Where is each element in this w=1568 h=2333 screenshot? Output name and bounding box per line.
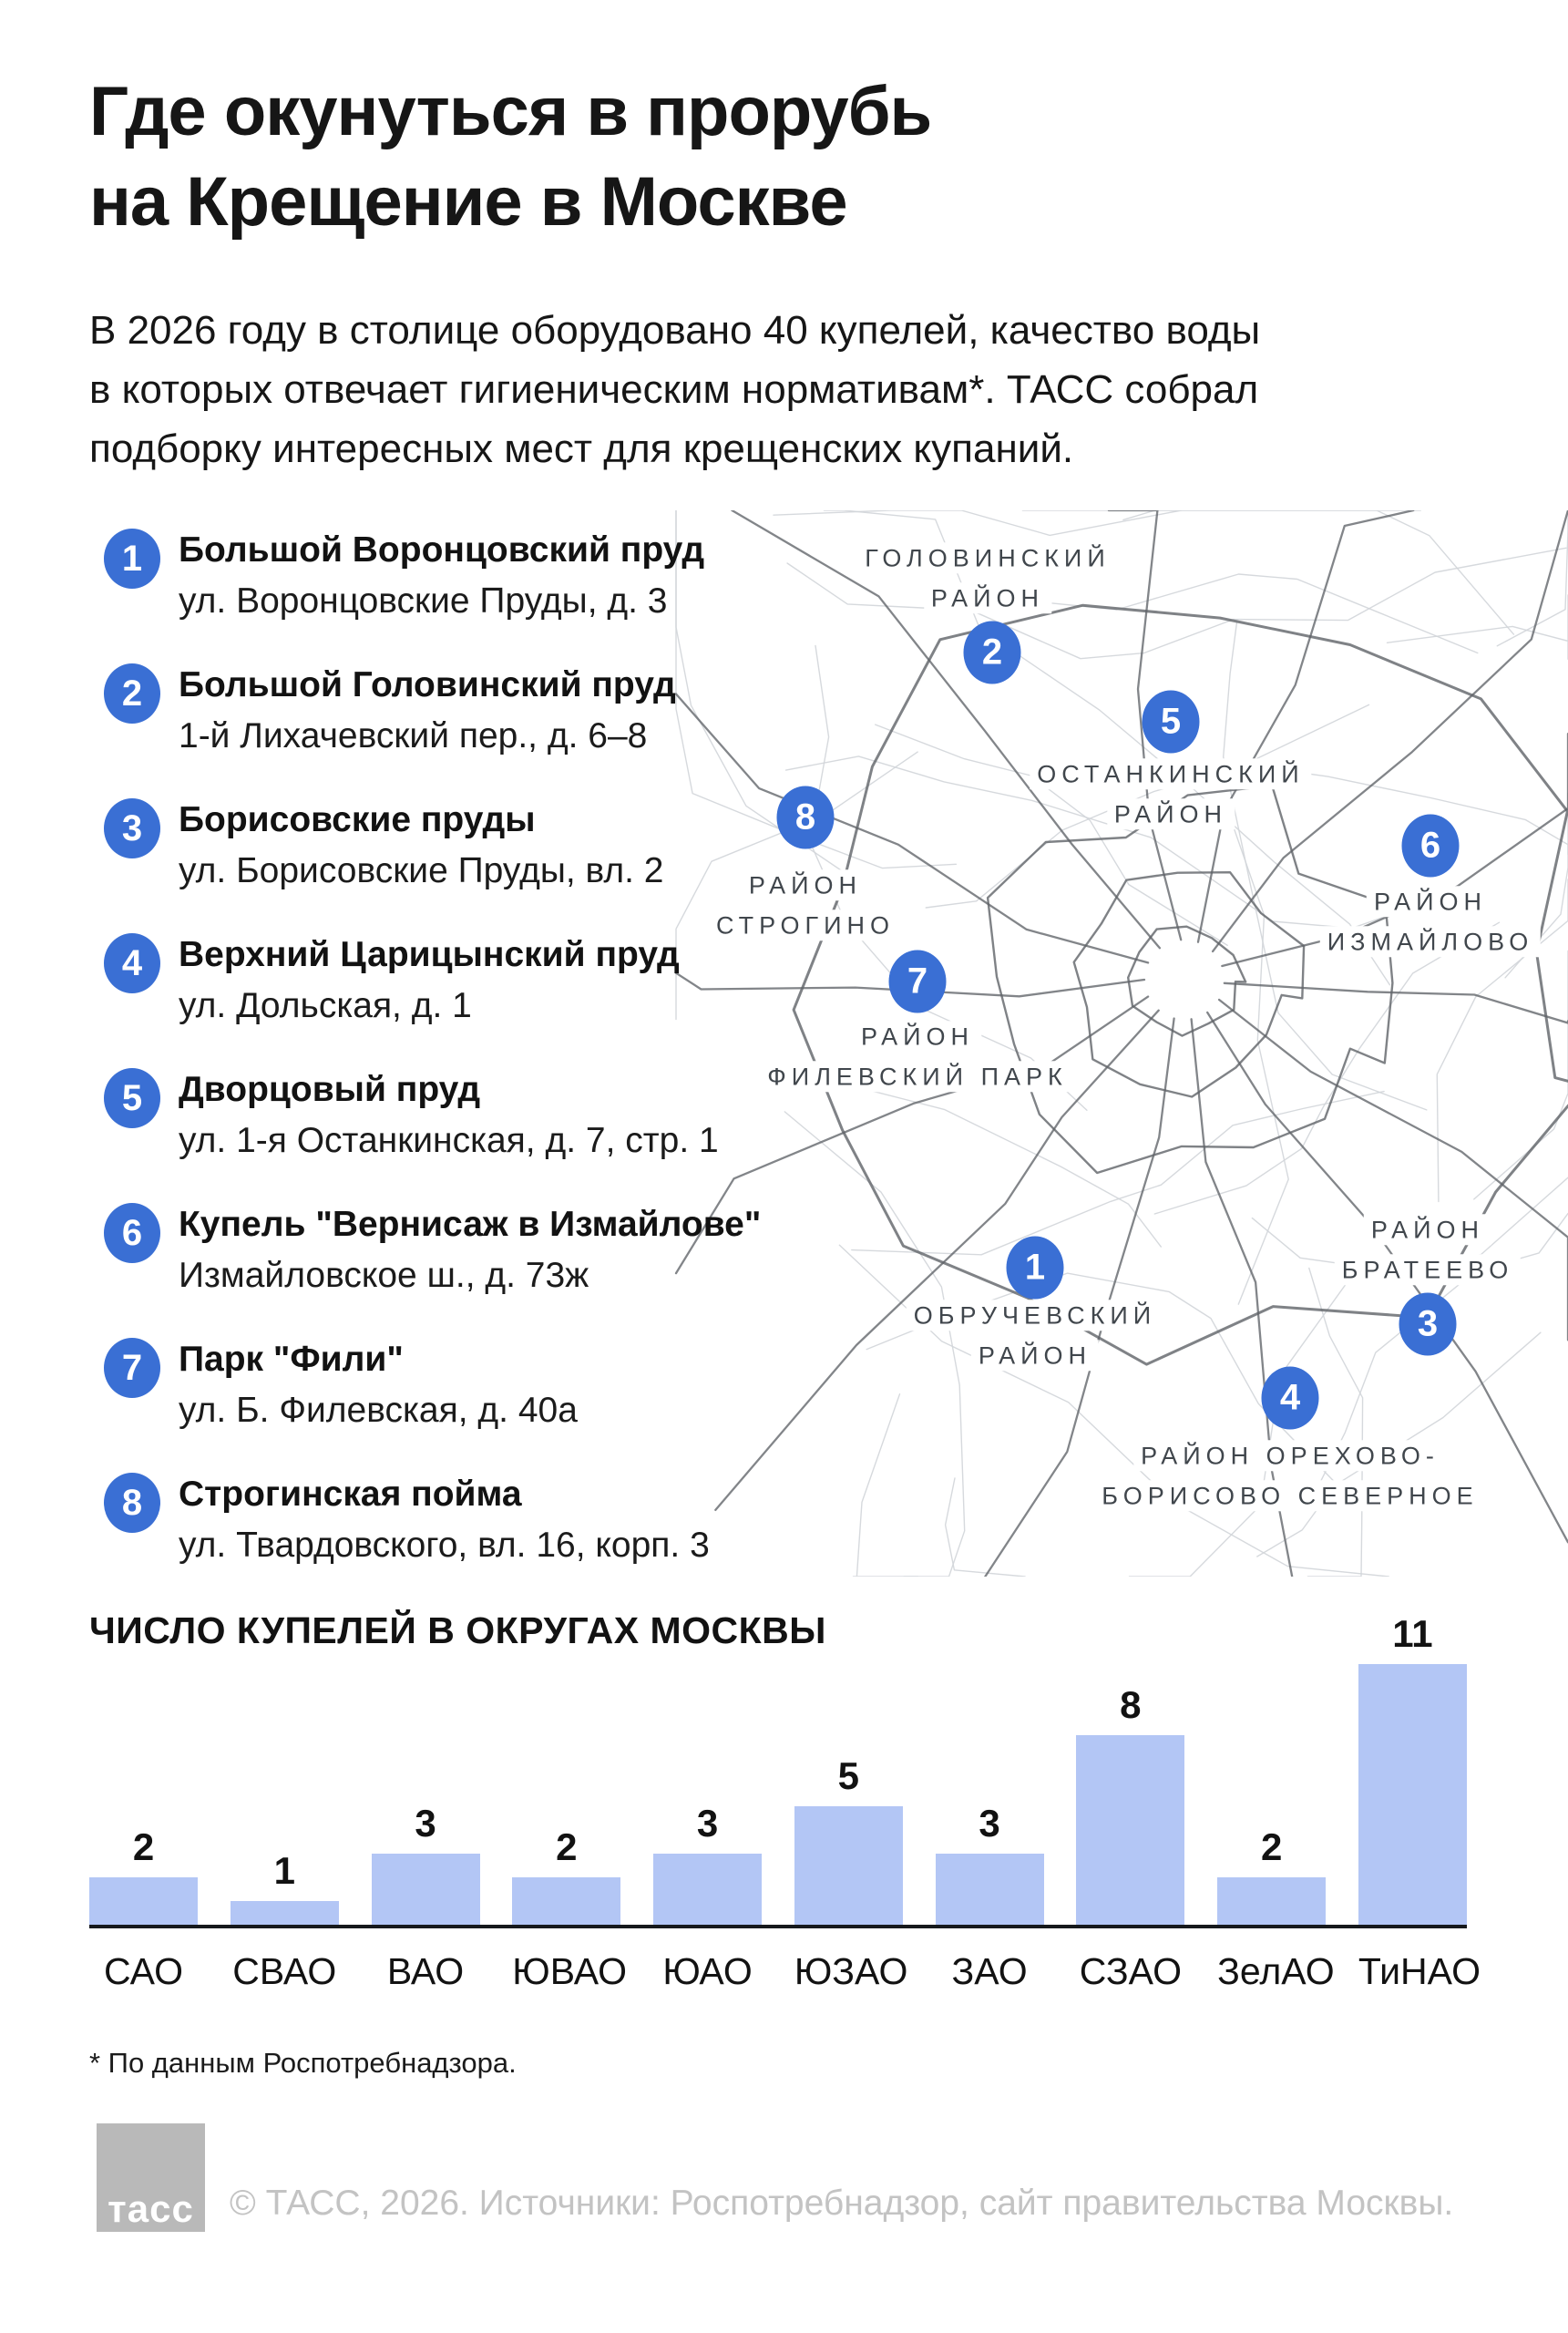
list-item	[89, 663, 745, 773]
footnote: * По данным Роспотребнадзора.	[89, 2047, 517, 2079]
bar-value-label: 3	[415, 1802, 436, 1845]
location-address: ул. Воронцовские Пруды, д. 3	[179, 581, 668, 621]
category-label: ЗелАО	[1217, 1950, 1335, 1992]
page-title: Где окунуться в прорубь на Крещение в Москве	[89, 73, 932, 241]
list-item	[89, 529, 745, 638]
tass-logo-text: тасс	[108, 2187, 194, 2230]
list-item	[89, 798, 745, 908]
location-name: Верхний Царицынский пруд	[179, 935, 680, 974]
bar-value-label: 5	[837, 1754, 859, 1797]
category-label: СВАО	[232, 1950, 337, 1992]
bar-column	[512, 1825, 620, 1925]
map-marker: 7	[889, 951, 947, 1013]
bar	[231, 1901, 339, 1925]
category-label: ЗАО	[951, 1950, 1028, 1992]
intro-text: В 2026 году в столице оборудовано 40 купелей, качество воды в которых отвечает гигиеническим нормативам*. ТАСС собрал подборку интересных мест для крещенских купаний.	[89, 308, 1261, 472]
location-address: ул. Твардовского, вл. 16, корп. 3	[179, 1526, 710, 1565]
location-number-badge: 1	[104, 529, 160, 589]
bar	[1076, 1735, 1184, 1925]
district-label: РАЙОН ИЗМАЙЛОВО	[1320, 882, 1541, 961]
district-label: РАЙОН ОРЕХОВО- БОРИСОВО СЕВЕРНОЕ	[1094, 1436, 1485, 1516]
location-name: Купель "Вернисаж в Измайлове"	[179, 1205, 762, 1244]
bar-value-label: 2	[556, 1825, 578, 1868]
location-address: Измайловское ш., д. 73ж	[179, 1256, 589, 1295]
bar-value-label: 3	[979, 1802, 1000, 1845]
category-label: ВАО	[386, 1950, 465, 1992]
bar-column	[1076, 1683, 1184, 1925]
location-number-badge: 6	[104, 1203, 160, 1263]
category-label: ЮВАО	[512, 1950, 628, 1992]
location-name: Большой Головинский пруд	[179, 665, 676, 704]
list-item	[89, 1068, 745, 1177]
district-label: РАЙОН СТРОГИНО	[709, 866, 902, 945]
location-address: ул. Б. Филевская, д. 40а	[179, 1391, 578, 1430]
bar-column	[1217, 1825, 1326, 1925]
list-item	[89, 933, 745, 1043]
bar-value-label: 2	[132, 1825, 155, 1868]
bar-column	[231, 1849, 339, 1925]
bar-value-label: 3	[696, 1802, 719, 1845]
location-address: ул. 1-я Останкинская, д. 7, стр. 1	[179, 1121, 719, 1160]
chart-axis	[89, 1925, 1467, 1928]
bar	[1358, 1664, 1467, 1925]
bar-value-label: 1	[273, 1849, 295, 1892]
location-address: ул. Борисовские Пруды, вл. 2	[179, 851, 664, 890]
map-marker: 2	[964, 622, 1021, 684]
list-item	[89, 1338, 745, 1447]
bar-column	[372, 1804, 480, 1925]
bar	[936, 1854, 1044, 1925]
district-label: РАЙОН БРАТЕЕВО	[1335, 1210, 1521, 1290]
location-name: Дворцовый пруд	[179, 1070, 481, 1109]
location-name: Строгинская пойма	[179, 1475, 522, 1514]
chart-title: ЧИСЛО КУПЕЛЕЙ В ОКРУГАХ МОСКВЫ	[89, 1609, 826, 1651]
location-address: ул. Дольская, д. 1	[179, 986, 472, 1025]
district-label: РАЙОН ФИЛЕВСКИЙ ПАРК	[760, 1017, 1074, 1096]
map-marker: 3	[1399, 1293, 1457, 1356]
district-label: ОСТАНКИНСКИЙ РАЙОН	[1030, 755, 1311, 834]
location-number-badge: 3	[104, 798, 160, 858]
category-label: ЮАО	[662, 1950, 753, 1992]
map-marker: 4	[1262, 1367, 1319, 1430]
bar-value-label: 2	[1260, 1825, 1283, 1868]
category-label: ТиНАО	[1358, 1950, 1481, 1992]
bar-value-label: 11	[1392, 1612, 1433, 1655]
bar-column	[653, 1804, 762, 1925]
location-name: Борисовские пруды	[179, 800, 536, 839]
location-number-badge: 4	[104, 933, 160, 993]
map-marker: 6	[1402, 815, 1460, 878]
location-name: Парк "Фили"	[179, 1340, 404, 1379]
footer-credit: © ТАСС, 2026. Источники: Роспотребнадзор, сайт правительства Москвы.	[230, 2184, 1454, 2223]
location-number-badge: 7	[104, 1338, 160, 1398]
map-marker: 5	[1143, 691, 1200, 754]
category-label: СЗАО	[1079, 1950, 1182, 1992]
map-marker: 1	[1007, 1237, 1064, 1300]
bar-column	[794, 1754, 903, 1925]
bar-column	[936, 1804, 1044, 1925]
moscow-map	[638, 510, 1568, 1577]
bar	[372, 1854, 480, 1925]
district-label: ОБРУЧЕВСКИЙ РАЙОН	[907, 1296, 1163, 1375]
location-number-badge: 2	[104, 663, 160, 724]
bar-column	[1358, 1612, 1467, 1925]
list-item	[89, 1473, 745, 1582]
tass-logo	[97, 2123, 205, 2232]
location-number-badge: 5	[104, 1068, 160, 1128]
bar-value-label: 8	[1120, 1683, 1142, 1726]
category-label: ЮЗАО	[794, 1950, 908, 1992]
bar	[794, 1806, 903, 1925]
list-item	[89, 1203, 762, 1312]
bar	[653, 1854, 762, 1925]
bar-column	[89, 1825, 198, 1925]
bar	[512, 1877, 620, 1925]
category-label: САО	[103, 1950, 184, 1992]
bar	[89, 1877, 198, 1925]
chart-category-labels	[89, 1950, 1481, 1993]
bar	[1217, 1877, 1326, 1925]
district-label: ГОЛОВИНСКИЙ РАЙОН	[857, 539, 1117, 618]
location-number-badge: 8	[104, 1473, 160, 1533]
location-address: 1-й Лихачевский пер., д. 6–8	[179, 716, 648, 755]
map-marker: 8	[777, 786, 835, 849]
location-name: Большой Воронцовский пруд	[179, 530, 705, 570]
